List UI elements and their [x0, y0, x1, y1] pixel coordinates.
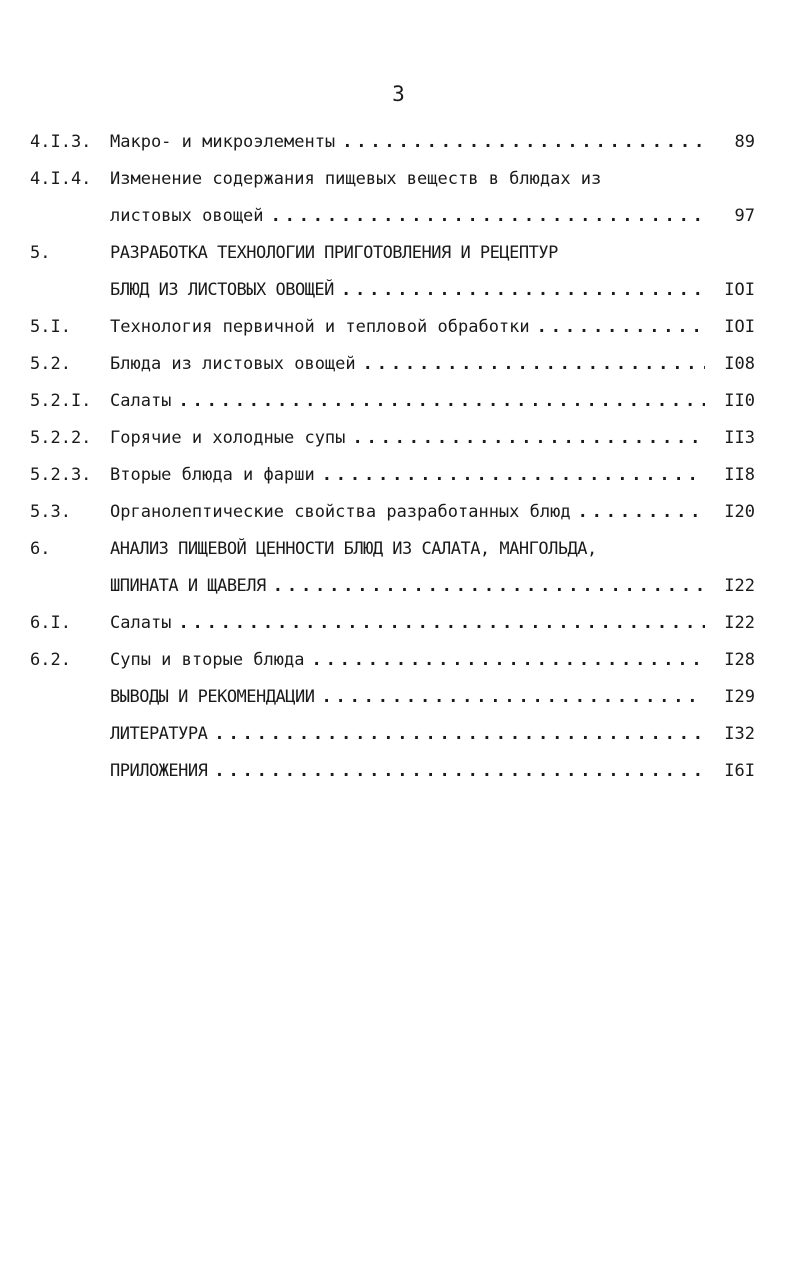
toc-leader-dots: [314, 687, 705, 707]
toc-entry-number: 5.I.: [30, 317, 71, 337]
toc-entry-title-text: Вторые блюда и фарши: [110, 465, 315, 485]
toc-entry-title: [110, 346, 705, 383]
toc-entry-number: 4.I.4.: [30, 169, 92, 189]
toc-leader-dots: [345, 428, 705, 448]
toc-entry-title-text: ПРИЛОЖЕНИЯ: [110, 761, 208, 781]
toc-entry-title-text: Блюда из листовых овощей: [110, 354, 356, 374]
toc-entry-title: [110, 124, 705, 161]
toc-leader-dots: [264, 206, 705, 226]
toc-entry-title: [110, 272, 705, 309]
toc-entry: [30, 716, 755, 753]
toc-leader-dots: [171, 613, 705, 633]
toc-entry: [30, 568, 755, 605]
toc-entry-title-text: Салаты: [110, 613, 172, 633]
toc-leader-dots: [171, 391, 705, 411]
toc-entry-title-text: Салаты: [110, 391, 172, 411]
toc-entry-title: [110, 494, 705, 531]
toc-entry-number: 5.2.3.: [30, 465, 92, 485]
toc-entry-title-text: АНАЛИЗ ПИЩЕВОЙ ЦЕННОСТИ БЛЮД ИЗ САЛАТА, МАНГОЛЬДА,: [110, 539, 597, 559]
toc-entry-title: [110, 309, 705, 346]
toc-entry-number: 5.2.I.: [30, 391, 92, 411]
toc-leader-dots: [571, 502, 705, 522]
toc-entry-title-text: Горячие и холодные супы: [110, 428, 346, 448]
toc-entry: [30, 679, 755, 716]
toc-entry: [30, 124, 755, 161]
toc-entry: [30, 161, 755, 198]
toc-entry-title-text: Супы и вторые блюда: [110, 650, 305, 670]
toc-entry-title-text: листовых овощей: [110, 206, 264, 226]
toc-entry: [30, 309, 755, 346]
toc-entry-title: [110, 605, 705, 642]
toc-entry-page: I08: [724, 354, 755, 374]
toc-entry-title: [110, 753, 705, 790]
toc-entry: [30, 753, 755, 790]
toc-entry-title: [110, 235, 705, 272]
toc-entry-page: IOI: [724, 317, 755, 337]
toc-entry-title: [110, 568, 705, 605]
toc-entry: [30, 457, 755, 494]
toc-entry-number: 5.2.2.: [30, 428, 92, 448]
toc-leader-dots: [335, 132, 705, 152]
toc-leader-dots: [207, 761, 705, 781]
toc-entry-page: I32: [724, 724, 755, 744]
toc-entry-page: I29: [724, 687, 755, 707]
toc-entry-number: 5.2.: [30, 354, 71, 374]
toc-leader-dots: [530, 317, 705, 337]
toc-entry: [30, 272, 755, 309]
toc-entry-page: 97: [734, 206, 755, 226]
toc-leader-dots: [304, 650, 705, 670]
toc-entry-title: [110, 531, 705, 568]
toc-entry-title: [110, 679, 705, 716]
toc-entry-title: [110, 420, 705, 457]
toc-entry-title-text: БЛЮД ИЗ ЛИСТОВЫХ ОВОЩЕЙ: [110, 280, 334, 300]
page-number: 3: [392, 82, 405, 106]
toc-entry-title: [110, 716, 705, 753]
toc-entry-title-text: Органолептические свойства разработанных блюд: [110, 502, 571, 522]
toc-entry-title-text: ЛИТЕРАТУРА: [110, 724, 208, 744]
toc-entry-page: IOI: [724, 280, 755, 300]
toc-entry-page: I28: [724, 650, 755, 670]
toc-entry: [30, 494, 755, 531]
toc-entry-page: I6I: [724, 761, 755, 781]
toc-entry-number: 5.3.: [30, 502, 71, 522]
toc-entry-title-text: Макро- и микроэлементы: [110, 132, 336, 152]
toc-entry: [30, 642, 755, 679]
toc-entry: [30, 531, 755, 568]
toc-entry: [30, 346, 755, 383]
toc-entry-number: 5.: [30, 243, 51, 263]
toc-entry-number: 6.: [30, 539, 51, 559]
toc-entry: [30, 605, 755, 642]
toc-leader-dots: [315, 465, 705, 485]
toc-entry-title: [110, 198, 705, 235]
toc-entry-title-text: Изменение содержания пищевых веществ в блюдах из: [110, 169, 602, 189]
toc-entry-page: I22: [724, 613, 755, 633]
toc-entry: [30, 420, 755, 457]
toc-entry-title-text: Технология первичной и тепловой обработки: [110, 317, 530, 337]
toc-entry-title: [110, 161, 705, 198]
toc-leader-dots: [334, 280, 705, 300]
toc-entry: [30, 235, 755, 272]
toc-leader-dots: [207, 724, 705, 744]
toc-entry-number: 6.2.: [30, 650, 71, 670]
toc-entry-number: 6.I.: [30, 613, 71, 633]
toc-entry-title: [110, 457, 705, 494]
toc-entry-page: II8: [724, 465, 755, 485]
toc-entry: [30, 198, 755, 235]
toc-entry-page: II0: [724, 391, 755, 411]
toc-leader-dots: [356, 354, 705, 374]
toc-entry-page: I20: [724, 502, 755, 522]
toc-leader-dots: [266, 576, 705, 596]
toc-entry-page: II3: [724, 428, 755, 448]
table-of-contents: [30, 124, 755, 790]
toc-entry-number: 4.I.3.: [30, 132, 92, 152]
toc-entry: [30, 383, 755, 420]
toc-entry-title-text: РАЗРАБОТКА ТЕХНОЛОГИИ ПРИГОТОВЛЕНИЯ И РЕЦЕПТУР: [110, 243, 558, 263]
toc-entry-title-text: ВЫВОДЫ И РЕКОМЕНДАЦИИ: [110, 687, 315, 707]
toc-entry-page: 89: [734, 132, 755, 152]
toc-entry-page: I22: [724, 576, 755, 596]
toc-entry-title-text: ШПИНАТА И ЩАВЕЛЯ: [110, 576, 266, 596]
toc-entry-title: [110, 383, 705, 420]
toc-entry-title: [110, 642, 705, 679]
